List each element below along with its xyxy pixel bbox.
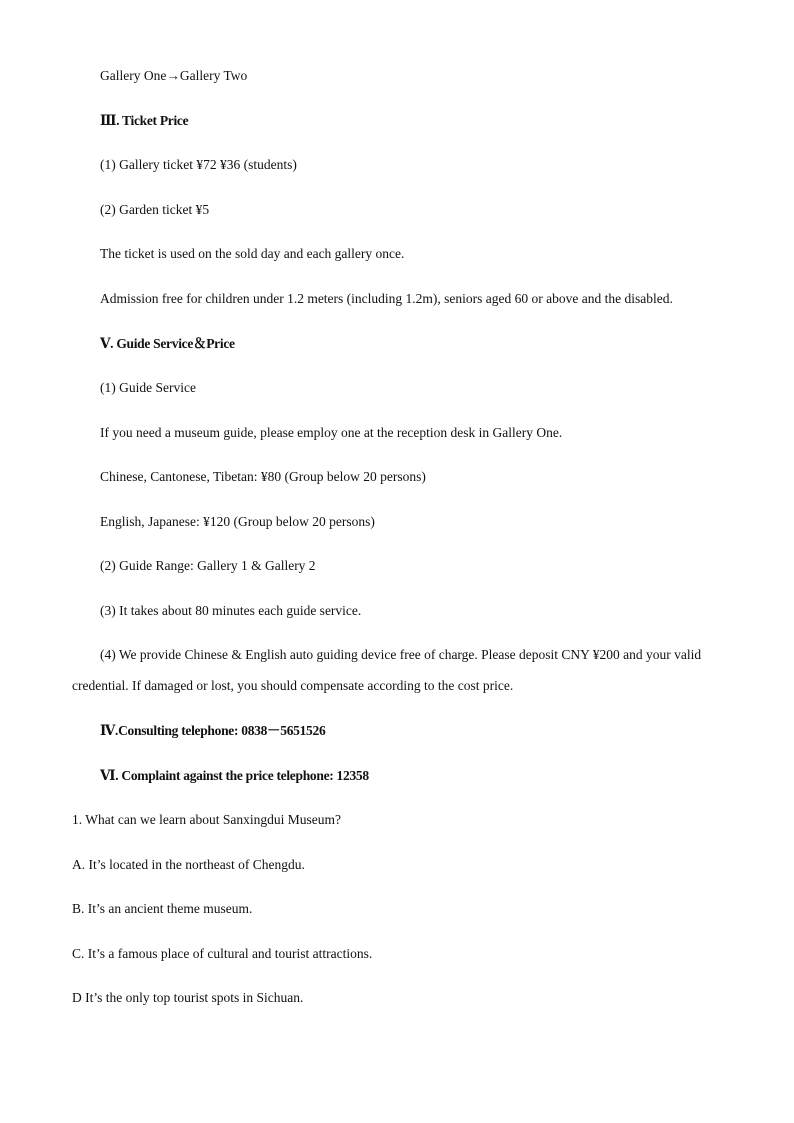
gallery-ticket-line: (1) Gallery ticket ¥72 ¥36 (students) bbox=[100, 157, 297, 172]
route-line: Gallery One→Gallery Two bbox=[100, 68, 248, 83]
guide-price-chinese: Chinese, Cantonese, Tibetan: ¥80 (Group below 20 persons) bbox=[100, 469, 426, 484]
option-c: C. It’s a famous place of cultural and tourist attractions. bbox=[72, 946, 373, 961]
option-a: A. It’s located in the northeast of Chengdu. bbox=[72, 857, 305, 872]
guide-price-english: English, Japanese: ¥120 (Group below 20 persons) bbox=[100, 514, 375, 529]
guide-duration-line: (3) It takes about 80 minutes each guide service. bbox=[100, 603, 362, 618]
ticket-price-heading: Ⅲ. Ticket Price bbox=[100, 113, 189, 128]
guide-service-heading: Ⅴ. Guide Service＆Price bbox=[100, 336, 235, 351]
complaint-telephone-heading: Ⅵ. Complaint against the price telephone: 12358 bbox=[100, 768, 369, 783]
garden-ticket-line: (2) Garden ticket ¥5 bbox=[100, 202, 210, 217]
option-b: B. It’s an ancient theme museum. bbox=[72, 901, 253, 916]
admission-free-line: Admission free for children under 1.2 meters (including 1.2m), seniors aged 60 or above and the disabled. bbox=[100, 291, 673, 306]
guide-service-text: If you need a museum guide, please employ one at the reception desk in Gallery One. bbox=[100, 425, 563, 440]
auto-guide-paragraph: (4) We provide Chinese & English auto guiding device free of charge. Please deposit CNY ¥200 and your valid credential. If damaged or lost, you should compensate according to the cost price. bbox=[72, 647, 702, 693]
option-d: D It’s the only top tourist spots in Sichuan. bbox=[72, 990, 304, 1005]
consulting-telephone-heading: Ⅳ.Consulting telephone: 0838－5651526 bbox=[100, 723, 326, 738]
guide-range-line: (2) Guide Range: Gallery 1 & Gallery 2 bbox=[100, 558, 316, 573]
guide-service-title: (1) Guide Service bbox=[100, 380, 196, 395]
ticket-note-line: The ticket is used on the sold day and each gallery once. bbox=[100, 246, 405, 261]
question-line: 1. What can we learn about Sanxingdui Museum? bbox=[72, 812, 341, 827]
